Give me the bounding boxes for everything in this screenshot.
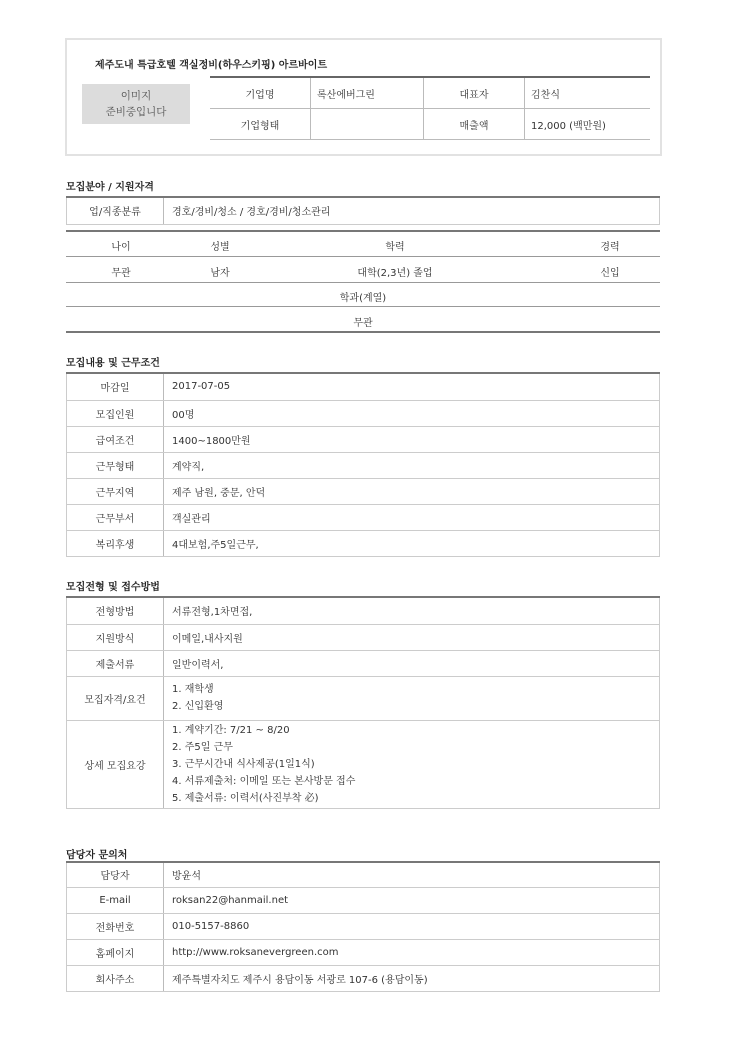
documents-label: 제출서류 [67,650,164,676]
section-title-conditions: 모집내용 및 근무조건 [66,358,160,369]
screening-label: 전형방법 [67,598,164,624]
qualification-value [164,676,660,720]
details-label: 상세 모집요강 [67,720,164,808]
col-header-experience: 경력 [600,242,620,253]
row-divider [66,256,660,257]
work-location-label: 근무지역 [67,478,164,504]
company-type-value [311,109,424,140]
email-value[interactable]: roksan22@hanmail.net [164,887,660,913]
section-title-application: 모집전형 및 접수방법 [66,582,160,593]
section-divider [66,230,660,232]
category-label: 업/직종분류 [67,198,164,224]
company-name-value: 록산에버그린 [311,77,424,109]
placeholder-line-2: 준비중입니다 [105,106,167,118]
apply-method-value: 이메일,내사지원 [164,624,660,650]
age-value: 무관 [111,268,131,279]
company-info-table [210,76,650,140]
salary-label: 급여조건 [67,426,164,452]
detail-line: 2. 주5일 근무 [172,741,233,753]
education-value: 대학(2,3년) 졸업 [357,268,433,279]
category-table [66,198,660,225]
company-name-label: 기업명 [210,77,311,109]
application-table [66,598,660,809]
detail-line: 5. 제출서류: 이력서(사진부착 必) [172,792,319,804]
employment-type-value: 계약직, [164,452,660,478]
gender-value: 남자 [210,268,230,279]
qualification-line: 2. 신입환영 [172,701,224,712]
qualification-line: 1. 재학생 [172,684,214,695]
detail-line: 1. 계약기간: 7/21 ~ 8/20 [172,724,290,736]
conditions-table [66,374,660,557]
row-divider [66,282,660,283]
col-header-age: 나이 [111,242,131,253]
detail-line: 4. 서류제출처: 이메일 또는 본사방문 접수 [172,775,356,787]
company-type-label: 기업형태 [210,109,311,140]
detail-line: 3. 근무시간내 식사제공(1일1식) [172,758,315,770]
apply-method-label: 지원방식 [67,624,164,650]
ceo-label: 대표자 [424,77,525,109]
details-value [164,720,660,808]
department-label: 근무부서 [67,504,164,530]
address-value: 제주특별자치도 제주시 용담이동 서광로 107-6 (용담이동) [164,965,660,991]
qualification-label: 모집자격/요건 [67,676,164,720]
deadline-label: 마감일 [67,374,164,400]
department-value: 객실관리 [164,504,660,530]
placeholder-line-1: 이미지 [120,90,152,102]
contact-table [66,863,660,992]
col-header-education: 학력 [385,242,405,253]
headcount-label: 모집인원 [67,400,164,426]
manager-value: 방윤석 [164,863,660,887]
homepage-link[interactable]: http://www.roksanevergreen.com [164,939,660,965]
phone-label: 전화번호 [67,913,164,939]
screening-value: 서류전형,1차면접, [164,598,660,624]
benefits-value: 4대보험,주5일근무, [164,530,660,556]
section-divider [66,331,660,333]
email-label: E-mail [67,887,164,913]
manager-label: 담당자 [67,863,164,887]
experience-value: 신입 [600,268,620,279]
work-location-value: 제주 남원, 중문, 안덕 [164,478,660,504]
company-logo-placeholder [82,84,190,124]
revenue-label: 매출액 [424,109,525,140]
section-title-contact: 담당자 문의처 [66,850,128,861]
section-title-qualifications: 모집분야 / 지원자격 [66,182,154,193]
documents-value: 일반이력서, [164,650,660,676]
col-header-gender: 성별 [210,242,230,253]
major-value: 무관 [353,318,373,329]
category-value: 경호/경비/청소 / 경호/경비/청소관리 [164,198,660,224]
headcount-value: 00명 [164,400,660,426]
job-title: 제주도내 특급호텔 객실정비(하우스키핑) 아르바이트 [95,60,328,71]
revenue-value: 12,000 (백만원) [525,109,651,140]
salary-value: 1400~1800만원 [164,426,660,452]
phone-value: 010-5157-8860 [164,913,660,939]
homepage-label: 홈페이지 [67,939,164,965]
address-label: 회사주소 [67,965,164,991]
benefits-label: 복리후생 [67,530,164,556]
row-divider [66,306,660,307]
employment-type-label: 근무형태 [67,452,164,478]
ceo-value: 김찬식 [525,77,651,109]
major-label: 학과(계열) [339,293,387,304]
deadline-value: 2017-07-05 [164,374,660,400]
